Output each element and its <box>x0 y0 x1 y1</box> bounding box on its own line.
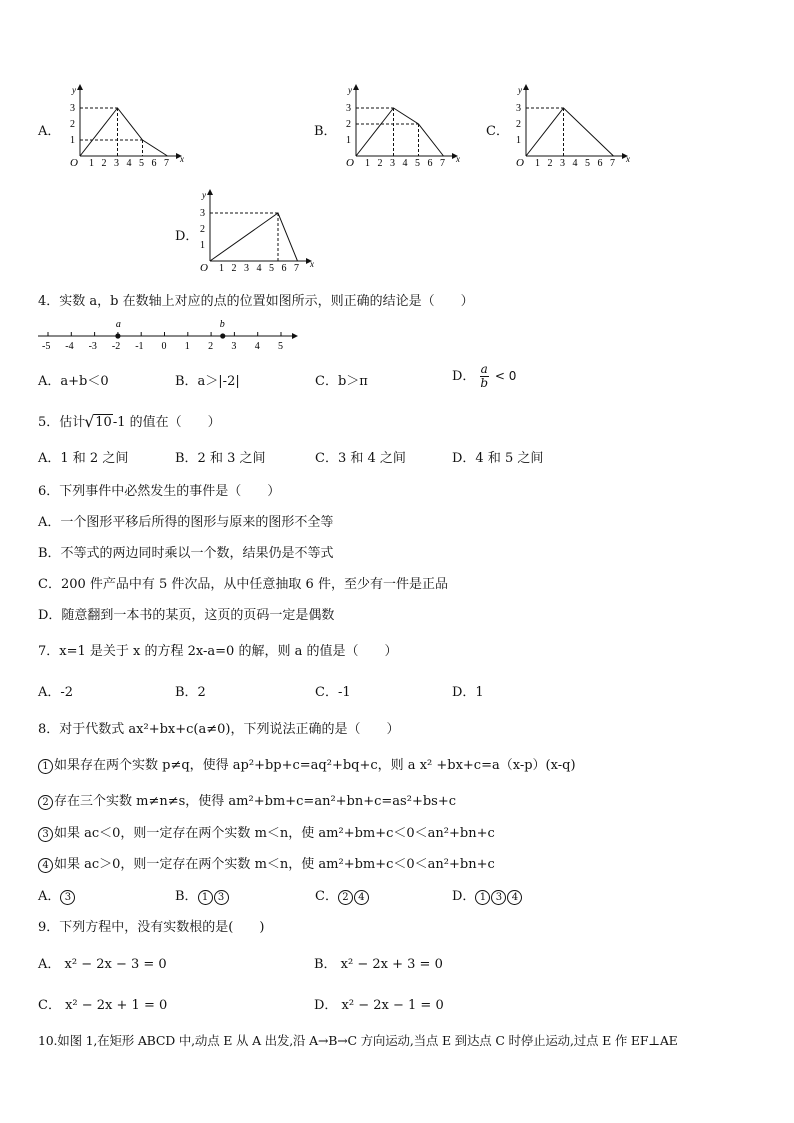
number-line-label: -3 <box>88 341 97 352</box>
q8-option-a[interactable] <box>38 885 76 905</box>
q10-text: 10.如图 1,在矩形 ABCD 中,动点 E 从 A 出发,沿 A→B→C 方向运动,当点 E 到达点 C 时停止运动,过点 E 作 EF⊥AE <box>38 1033 678 1048</box>
circled-number: 4 <box>354 890 369 905</box>
number-line-label: -5 <box>42 341 51 352</box>
y-tick: 1 <box>516 135 521 146</box>
option-b-label[interactable]: B． <box>314 124 337 139</box>
q8-option-label: D． <box>452 889 476 904</box>
q8-statement-text: 如果 ac＜0，则一定存在两个实数 m＜n，使 am²+bm+c＜0＜an²+bn+c <box>54 826 495 841</box>
q7-text: 7．x=1 是关于 x 的方程 2x-a=0 的解，则 a 的值是（ ） <box>38 644 398 659</box>
q7-option-c[interactable]: C．-1 <box>315 685 351 700</box>
point-a <box>115 333 120 338</box>
q8-statement-text: 如果 ac＞0，则一定存在两个实数 m＜n，使 am²+bm+c＜0＜an²+bn+c <box>54 857 495 872</box>
q5-option-c[interactable]: C．3 和 4 之间 <box>315 451 406 466</box>
fraction-numerator: a <box>480 362 488 376</box>
circled-number: 2 <box>338 890 353 905</box>
y-tick: 3 <box>516 103 521 114</box>
q4-option-d-label: D． <box>452 369 476 384</box>
q4-option-b[interactable]: B．a＞|-2| <box>175 374 240 389</box>
q8-statement-text: 存在三个实数 m≠n≠s，使得 am²+bm+c=an²+bn+c=as²+bs+c <box>54 794 456 809</box>
q6-option-b[interactable]: B．不等式的两边同时乘以一个数，结果仍是不等式 <box>38 546 334 561</box>
q4-option-d[interactable] <box>452 363 516 390</box>
q8-option-label: B． <box>175 889 198 904</box>
y-tick: 1 <box>200 240 205 251</box>
q5-option-a[interactable]: A．1 和 2 之间 <box>38 451 129 466</box>
q6-option-d[interactable]: D．随意翻到一本书的某页，这页的页码一定是偶数 <box>38 608 335 623</box>
x-axis-label: x <box>180 154 184 164</box>
x-ticks: 1 2 3 4 5 6 7 <box>535 158 618 169</box>
q4-option-d-tail: < 0 <box>494 369 517 383</box>
number-line-label: 4 <box>254 341 260 352</box>
number-line-label: 2 <box>208 341 214 352</box>
q8-option-label: C． <box>315 889 338 904</box>
origin-label: O <box>346 157 354 169</box>
circled-number: 3 <box>38 827 53 842</box>
circled-number: 1 <box>198 890 213 905</box>
number-line-label: 3 <box>231 341 237 352</box>
graph-b <box>334 84 464 170</box>
number-line-label: -4 <box>65 341 74 352</box>
q4-text: 4．实数 a，b 在数轴上对应的点的位置如图所示，则正确的结论是（ ） <box>38 294 474 309</box>
circled-number: 2 <box>38 795 53 810</box>
point-b <box>220 333 225 338</box>
y-tick: 2 <box>346 119 351 130</box>
option-d-label[interactable]: D． <box>175 229 199 244</box>
q6-option-a[interactable]: A．一个图形平移后所得的图形与原来的图形不全等 <box>38 515 334 530</box>
number-line-label: 1 <box>184 341 190 352</box>
point-b-label: b <box>219 319 225 330</box>
y-axis-label: y <box>202 190 206 200</box>
y-axis-label: y <box>518 85 522 95</box>
y-tick: 3 <box>70 103 75 114</box>
circled-number: 3 <box>214 890 229 905</box>
y-tick: 1 <box>346 135 351 146</box>
circled-number: 3 <box>491 890 506 905</box>
q5-text-pre: 5．估计 <box>38 415 86 430</box>
q8-option-c[interactable] <box>315 885 370 905</box>
circled-number: 1 <box>475 890 490 905</box>
x-ticks: 1 2 3 4 5 6 7 <box>219 263 302 274</box>
y-tick: 1 <box>70 135 75 146</box>
circled-number: 4 <box>38 858 53 873</box>
q8-statement-2 <box>38 790 456 810</box>
y-tick: 3 <box>346 103 351 114</box>
q8-statement-text: 如果存在两个实数 p≠q，使得 ap²+bp+c=aq²+bq+c，则 a x² +bx+c=a（x-p）(x-q) <box>54 758 576 773</box>
radicand: 10 <box>95 415 112 430</box>
q9-option-d[interactable]: D． x² − 2x − 1 = 0 <box>314 998 444 1013</box>
origin-label: O <box>70 157 78 169</box>
y-axis-label: y <box>348 85 352 95</box>
q5-text-post: -1 的值在（ ） <box>112 415 221 430</box>
fraction-denominator: b <box>480 376 488 390</box>
x-ticks: 1 2 3 4 5 6 7 <box>365 158 448 169</box>
graph-a <box>58 84 188 170</box>
number-line-label: -2 <box>111 341 121 352</box>
circled-number: 1 <box>38 759 53 774</box>
x-axis-label: x <box>456 154 460 164</box>
q8-statement-1 <box>38 754 576 774</box>
number-line-label: -1 <box>135 341 144 352</box>
number-line-label: 0 <box>161 341 167 352</box>
y-tick: 2 <box>516 119 521 130</box>
q5-option-b[interactable]: B．2 和 3 之间 <box>175 451 266 466</box>
origin-label: O <box>200 262 208 274</box>
graph-c <box>504 84 634 170</box>
q8-text: 8．对于代数式 ax²+bx+c(a≠0)，下列说法正确的是（ ） <box>38 722 400 737</box>
fraction-a-over-b <box>480 363 489 390</box>
q9-option-b[interactable]: B． x² − 2x + 3 = 0 <box>314 957 443 972</box>
q6-option-c[interactable]: C．200 件产品中有 5 件次品，从中任意抽取 6 件，至少有一件是正品 <box>38 577 448 592</box>
q8-statement-4 <box>38 853 495 873</box>
q9-option-a[interactable]: A． x² − 2x − 3 = 0 <box>38 957 167 972</box>
x-axis-label: x <box>310 259 314 269</box>
circled-number: 4 <box>507 890 522 905</box>
q6-text: 6．下列事件中必然发生的事件是（ ） <box>38 484 281 499</box>
q8-option-d[interactable] <box>452 885 523 905</box>
x-ticks: 1 2 3 4 5 6 7 <box>89 158 172 169</box>
origin-label: O <box>516 157 524 169</box>
y-tick: 2 <box>200 224 205 235</box>
option-c-label[interactable]: C． <box>486 124 509 139</box>
y-tick: 2 <box>70 119 75 130</box>
q5-text <box>38 411 221 430</box>
x-axis-label: x <box>626 154 630 164</box>
option-a-label[interactable]: A． <box>38 124 61 139</box>
circled-number: 3 <box>60 890 75 905</box>
q8-option-label: A． <box>38 889 61 904</box>
q9-option-c[interactable]: C． x² − 2x + 1 = 0 <box>38 998 168 1013</box>
q7-option-a[interactable]: A．-2 <box>38 685 74 700</box>
graph-d <box>188 189 318 275</box>
q5-option-d[interactable]: D．4 和 5 之间 <box>452 451 544 466</box>
q4-option-a[interactable]: A．a+b＜0 <box>38 374 109 389</box>
y-tick: 3 <box>200 208 205 219</box>
point-a-label: a <box>115 319 121 330</box>
q7-option-d[interactable]: D．1 <box>452 685 484 700</box>
q9-text: 9．下列方程中，没有实数根的是( ) <box>38 920 265 935</box>
q4-option-c[interactable]: C．b＞π <box>315 374 368 389</box>
number-line <box>36 316 300 352</box>
q8-statement-3 <box>38 822 495 842</box>
y-axis-label: y <box>72 85 76 95</box>
sqrt-symbol <box>85 415 113 430</box>
q8-option-b[interactable] <box>175 885 230 905</box>
number-line-label: 5 <box>278 341 283 352</box>
q7-option-b[interactable]: B．2 <box>175 685 206 700</box>
